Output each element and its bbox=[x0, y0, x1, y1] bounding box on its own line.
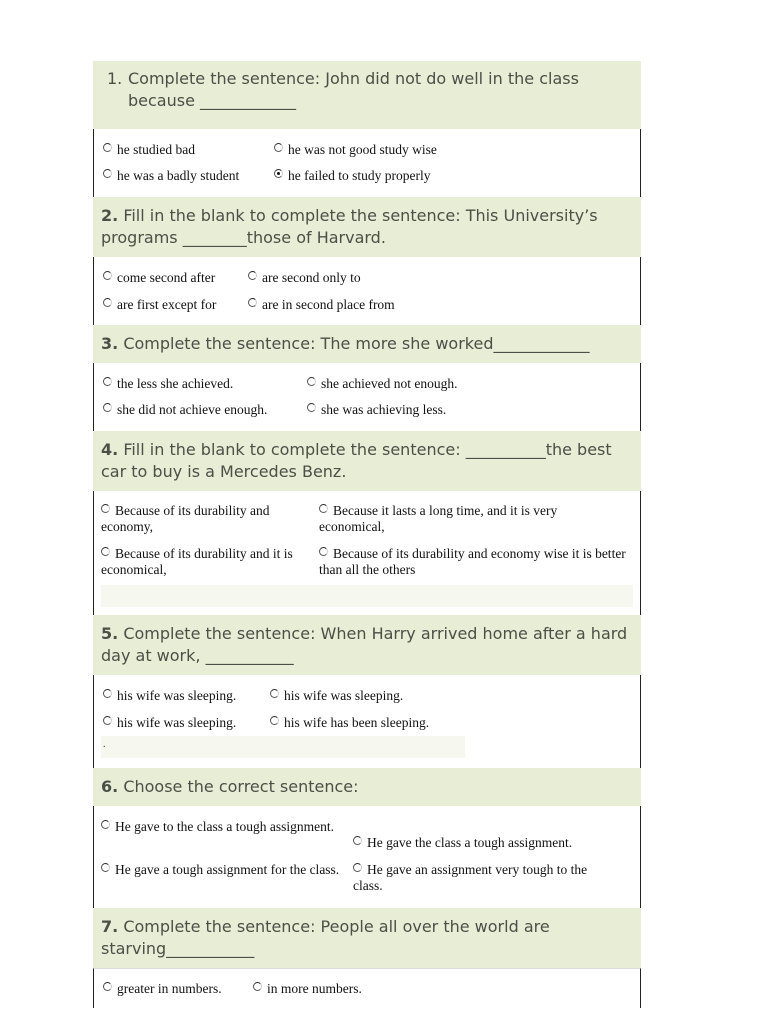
radio-button[interactable] bbox=[253, 982, 262, 991]
question-text: Fill in the blank to complete the sentence: __________the best car to buy is a Mercedes Benz. bbox=[101, 440, 612, 481]
question-text: Complete the sentence: When Harry arrived home after a hard day at work, ___________ bbox=[101, 624, 628, 665]
option-4c[interactable]: Because of its durability and it is economical, bbox=[101, 546, 293, 577]
option-1a[interactable]: he studied bad bbox=[103, 142, 195, 158]
radio-button[interactable] bbox=[353, 863, 362, 872]
question-text: Complete the sentence: John did not do well in the class because ____________ bbox=[128, 69, 579, 110]
option-5b[interactable]: his wife was sleeping. bbox=[270, 688, 403, 704]
radio-button[interactable] bbox=[103, 298, 112, 307]
radio-button[interactable] bbox=[274, 143, 283, 152]
option-1c[interactable]: he was a badly student bbox=[103, 168, 239, 184]
question-2-options bbox=[93, 257, 641, 325]
option-1b[interactable]: he was not good study wise bbox=[274, 142, 437, 158]
option-4a[interactable]: Because of its durability and economy, bbox=[101, 503, 270, 534]
radio-button[interactable] bbox=[103, 982, 112, 991]
question-6-header bbox=[93, 768, 641, 806]
question-5-options bbox=[93, 675, 641, 768]
question-4-options bbox=[93, 491, 641, 615]
question-7-options bbox=[93, 968, 641, 1008]
option-6d[interactable]: He gave an assignment very tough to the class. bbox=[353, 862, 588, 893]
option-6a[interactable]: He gave to the class a tough assignment. bbox=[101, 819, 339, 835]
option-3b[interactable]: she achieved not enough. bbox=[307, 376, 457, 392]
radio-button[interactable] bbox=[103, 169, 112, 178]
question-3-header bbox=[93, 325, 641, 363]
question-6-options bbox=[93, 806, 641, 908]
radio-button[interactable] bbox=[248, 298, 257, 307]
option-3d[interactable]: she was achieving less. bbox=[307, 402, 446, 418]
question-number: 3. bbox=[101, 334, 119, 353]
option-2b[interactable]: are second only to bbox=[248, 270, 361, 286]
option-5c[interactable]: his wife was sleeping. bbox=[103, 715, 236, 731]
option-3a[interactable]: the less she achieved. bbox=[103, 376, 233, 392]
option-2c[interactable]: are first except for bbox=[103, 297, 216, 313]
question-number: 5. bbox=[101, 624, 119, 643]
option-2d[interactable]: are in second place from bbox=[248, 297, 395, 313]
quiz-sheet bbox=[93, 61, 641, 1008]
question-number: 1. bbox=[107, 69, 123, 88]
option-1d[interactable]: he failed to study properly bbox=[274, 168, 430, 184]
option-2a[interactable]: come second after bbox=[103, 270, 215, 286]
feedback-area bbox=[101, 736, 465, 758]
question-4-header bbox=[93, 431, 641, 491]
radio-button[interactable] bbox=[307, 377, 316, 386]
option-4b[interactable]: Because it lasts a long time, and it is very economical, bbox=[319, 503, 558, 534]
option-6b[interactable]: He gave the class a tough assignment. bbox=[353, 835, 572, 851]
question-text: Complete the sentence: People all over the world are starving___________ bbox=[101, 917, 550, 958]
option-5a[interactable]: his wife was sleeping. bbox=[103, 688, 236, 704]
radio-button[interactable] bbox=[103, 689, 112, 698]
radio-button[interactable] bbox=[101, 863, 110, 872]
question-1-header bbox=[93, 61, 641, 129]
question-text: Choose the correct sentence: bbox=[123, 777, 359, 796]
radio-button[interactable] bbox=[270, 689, 279, 698]
question-3-options bbox=[93, 363, 641, 431]
option-6c[interactable]: He gave a tough assignment for the class. bbox=[101, 862, 345, 878]
question-5-header bbox=[93, 615, 641, 675]
feedback-area bbox=[101, 585, 633, 607]
question-number: 7. bbox=[101, 917, 119, 936]
question-number: 6. bbox=[101, 777, 119, 796]
option-7a[interactable]: greater in numbers. bbox=[103, 981, 222, 997]
option-4d[interactable]: Because of its durability and economy wise it is better than all the others bbox=[319, 546, 626, 577]
question-1-options bbox=[93, 129, 641, 197]
radio-button[interactable] bbox=[103, 377, 112, 386]
question-text: Complete the sentence: The more she worked____________ bbox=[123, 334, 590, 353]
question-7-header bbox=[93, 908, 641, 968]
radio-button[interactable] bbox=[319, 547, 328, 556]
option-7b[interactable]: in more numbers. bbox=[253, 981, 362, 997]
radio-button[interactable] bbox=[103, 143, 112, 152]
radio-button[interactable] bbox=[353, 836, 362, 845]
question-number: 4. bbox=[101, 440, 119, 459]
radio-button[interactable] bbox=[307, 403, 316, 412]
radio-button[interactable] bbox=[101, 504, 110, 513]
radio-button[interactable] bbox=[103, 403, 112, 412]
option-5d[interactable]: his wife has been sleeping. bbox=[270, 715, 429, 731]
question-number: 2. bbox=[101, 206, 119, 225]
radio-button[interactable] bbox=[103, 271, 112, 280]
feedback-note: . bbox=[103, 739, 106, 750]
radio-button-selected[interactable] bbox=[274, 169, 283, 178]
radio-button[interactable] bbox=[319, 504, 328, 513]
radio-button[interactable] bbox=[101, 547, 110, 556]
radio-button[interactable] bbox=[248, 271, 257, 280]
radio-button[interactable] bbox=[270, 716, 279, 725]
option-3c[interactable]: she did not achieve enough. bbox=[103, 402, 267, 418]
radio-button[interactable] bbox=[103, 716, 112, 725]
radio-button[interactable] bbox=[101, 820, 110, 829]
question-2-header bbox=[93, 197, 641, 257]
question-text: Fill in the blank to complete the sentence: This University’s programs ________those of Harvard. bbox=[101, 206, 598, 247]
